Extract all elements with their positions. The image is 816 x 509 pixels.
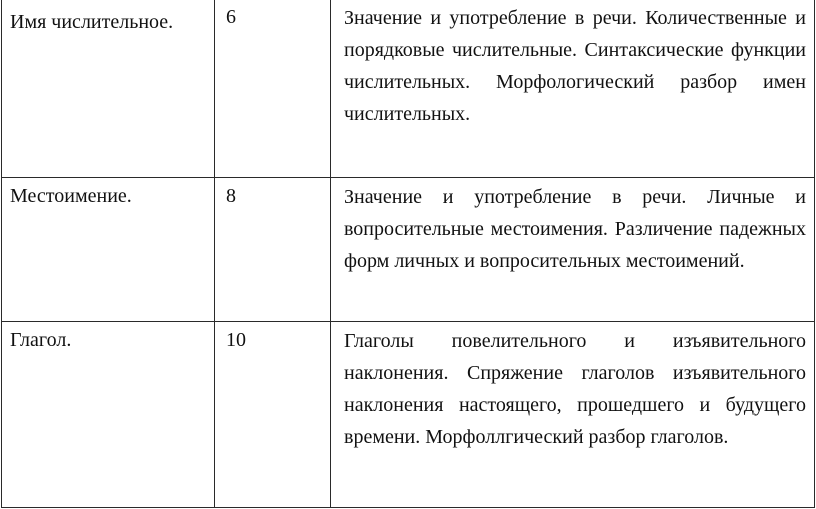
hours-cell [215,0,331,178]
topic-cell [2,178,215,322]
syllabus-table [1,0,815,508]
table-row [2,0,815,178]
hours-cell [215,178,331,322]
topic-cell [2,322,215,508]
syllabus-table-body [2,0,815,508]
hours-text: 6 [226,6,236,28]
table-row [2,178,815,322]
content-cell: Значение и употребление в речи. Личные и вопросительные местоимения. Различение падежных форм личных и вопросительных местоимений. [331,178,815,322]
topic-text: Местоимение. [10,185,132,207]
content-cell: Значение и употребление в речи. Количественные и порядковые числительные. Синтаксические функции числительных. Морфологический разбор имен числительных. [331,0,815,178]
hours-text: 10 [226,329,246,351]
topic-text: Глагол. [10,329,72,351]
hours-text: 8 [226,185,236,207]
table-row [2,322,815,508]
hours-cell [215,322,331,508]
topic-text: Имя числительное. [10,11,174,33]
content-cell: Глаголы повелительного и изъявительного наклонения. Спряжение глаголов изъявительного наклонения настоящего, прошедшего и будущего времени. Морфоллгический разбор глаголов. [331,322,815,508]
topic-cell [2,0,215,178]
